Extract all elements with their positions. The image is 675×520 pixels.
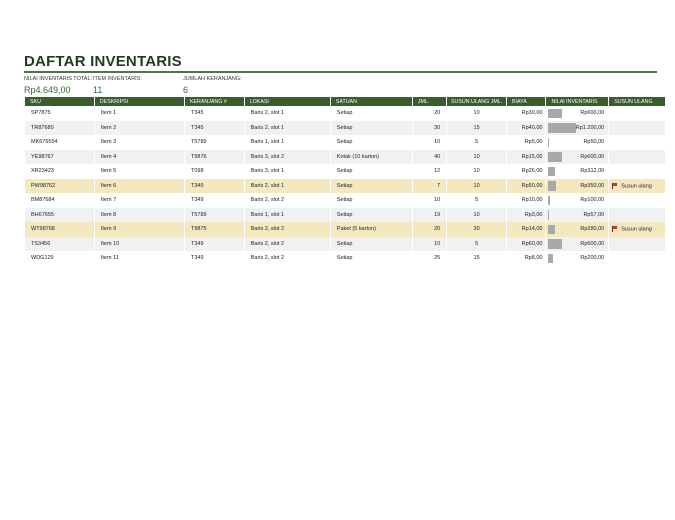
cell-bin[interactable]: T349 (185, 237, 244, 252)
cell-sku[interactable]: WT98768 (25, 222, 94, 237)
cell-unit[interactable]: Setiap (331, 251, 412, 266)
cell-description[interactable]: Item 1 (95, 106, 184, 121)
inventory-value-bar (548, 123, 576, 133)
cell-description[interactable]: Item 3 (95, 135, 184, 150)
cell-sku[interactable]: TS3456 (25, 237, 94, 252)
cell-sku[interactable]: TR87680 (25, 121, 94, 136)
flag-icon (612, 183, 617, 189)
inventory-value-text: Rp280,00 (580, 226, 605, 233)
cell-sku[interactable]: XR23423 (25, 164, 94, 179)
inventory-value-bar (548, 181, 556, 191)
page-title: DAFTAR INVENTARIS (24, 53, 182, 70)
cell-description[interactable]: Item 4 (95, 150, 184, 165)
cell-cost[interactable]: Rp14,00 (507, 222, 545, 237)
cell-inventory-value[interactable] (546, 222, 608, 237)
cell-description[interactable]: Item 2 (95, 121, 184, 136)
reorder-text: Susun ulang (621, 226, 652, 233)
cell-description[interactable]: Item 8 (95, 208, 184, 223)
cell-qty[interactable]: 20 (413, 222, 446, 237)
table-row (25, 150, 665, 165)
cell-cost[interactable]: Rp50,00 (507, 179, 545, 194)
cell-inventory-value[interactable] (546, 251, 608, 266)
table-row (25, 208, 665, 223)
cell-bin[interactable]: T345 (185, 179, 244, 194)
col-header-unit[interactable]: SATUAN (331, 97, 412, 106)
cell-qty[interactable]: 19 (413, 208, 446, 223)
inventory-value-bar (548, 210, 549, 220)
table-row (25, 164, 665, 179)
cell-reorder[interactable] (609, 193, 665, 208)
cell-sku[interactable]: BM87684 (25, 193, 94, 208)
inventory-value-bar (548, 138, 549, 148)
cell-inventory-value[interactable] (546, 193, 608, 208)
cell-reorder-qty[interactable]: 10 (447, 150, 506, 165)
cell-reorder[interactable] (609, 222, 665, 237)
cell-unit[interactable]: Paket (5 karton) (331, 222, 412, 237)
cell-sku[interactable]: YE98767 (25, 150, 94, 165)
table-row (25, 251, 665, 266)
table-header-row (25, 97, 665, 106)
cell-unit[interactable]: Setiap (331, 237, 412, 252)
cell-unit[interactable]: Setiap (331, 106, 412, 121)
summary-items (93, 76, 142, 95)
inventory-value-text: Rp600,00 (580, 240, 605, 247)
col-header-description[interactable]: DESKRIPSI (95, 97, 184, 106)
table-row (25, 237, 665, 252)
cell-location[interactable]: Baris 3, slot 2 (245, 150, 330, 165)
col-header-reorder[interactable]: SUSUN ULANG (609, 97, 665, 106)
cell-location[interactable]: Baris 2, slot 1 (245, 106, 330, 121)
summary-total (24, 76, 92, 95)
cell-inventory-value[interactable] (546, 106, 608, 121)
cell-inventory-value[interactable] (546, 135, 608, 150)
title-divider (24, 71, 657, 73)
cell-qty[interactable]: 7 (413, 179, 446, 194)
cell-description[interactable]: Item 11 (95, 251, 184, 266)
table-row (25, 135, 665, 150)
inventory-value-bar (548, 196, 550, 206)
cell-description[interactable]: Item 10 (95, 237, 184, 252)
inventory-table (24, 97, 666, 266)
cell-bin[interactable]: T5789 (185, 208, 244, 223)
cell-description[interactable]: Item 9 (95, 222, 184, 237)
cell-qty[interactable]: 30 (413, 121, 446, 136)
cell-reorder-qty[interactable]: 10 (447, 164, 506, 179)
cell-qty[interactable]: 10 (413, 193, 446, 208)
summary-bins (183, 76, 242, 95)
inventory-value-text: Rp100,00 (580, 197, 605, 204)
cell-location[interactable]: Baris 2, slot 1 (245, 179, 330, 194)
cell-sku[interactable]: BH67655 (25, 208, 94, 223)
cell-cost[interactable]: Rp40,00 (507, 121, 545, 136)
cell-bin[interactable]: T345 (185, 121, 244, 136)
cell-bin[interactable]: T098 (185, 164, 244, 179)
cell-reorder-qty[interactable]: 15 (447, 251, 506, 266)
table-row (25, 121, 665, 136)
cell-reorder-qty[interactable]: 30 (447, 222, 506, 237)
cell-inventory-value[interactable] (546, 121, 608, 136)
inventory-value-bar (548, 109, 562, 119)
inventory-value-text: Rp312,00 (580, 168, 605, 175)
cell-sku[interactable]: WDG129 (25, 251, 94, 266)
cell-cost[interactable]: Rp15,00 (507, 150, 545, 165)
reorder-text: Susun ulang (621, 182, 652, 189)
cell-bin[interactable]: T349 (185, 193, 244, 208)
cell-qty[interactable]: 40 (413, 150, 446, 165)
cell-inventory-value[interactable] (546, 150, 608, 165)
summary-bins-value[interactable]: 6 (183, 85, 189, 95)
cell-reorder[interactable] (609, 150, 665, 165)
cell-bin[interactable]: T9875 (185, 222, 244, 237)
cell-inventory-value[interactable] (546, 237, 608, 252)
cell-unit[interactable]: Kotak (10 karton) (331, 150, 412, 165)
cell-cost[interactable]: Rp3,00 (507, 208, 545, 223)
cell-reorder[interactable] (609, 237, 665, 252)
inventory-value-text: Rp57,00 (583, 211, 605, 218)
inventory-value-bar (548, 152, 562, 162)
summary-items-label: ITEM INVENTARIS: (93, 76, 142, 82)
cell-reorder[interactable] (609, 164, 665, 179)
cell-qty[interactable]: 10 (413, 135, 446, 150)
cell-reorder[interactable] (609, 179, 665, 194)
cell-unit[interactable]: Setiap (331, 135, 412, 150)
inventory-value-text: Rp50,00 (583, 139, 605, 146)
cell-inventory-value[interactable] (546, 208, 608, 223)
cell-reorder-qty[interactable]: 10 (447, 179, 506, 194)
inventory-value-text: Rp350,00 (580, 182, 605, 189)
cell-bin[interactable]: T345 (185, 106, 244, 121)
cell-location[interactable]: Baris 2, slot 2 (245, 193, 330, 208)
cell-cost[interactable]: Rp30,00 (507, 106, 545, 121)
cell-reorder-qty[interactable]: 5 (447, 193, 506, 208)
cell-unit[interactable]: Setiap (331, 193, 412, 208)
cell-reorder[interactable] (609, 121, 665, 136)
inventory-value-text: Rp600,00 (580, 110, 605, 117)
summary-total-value[interactable]: Rp4.649,00 (24, 85, 71, 95)
cell-reorder-qty[interactable]: 10 (447, 208, 506, 223)
col-header-inventory-value[interactable]: NILAI INVENTARIS (546, 97, 608, 106)
cell-cost[interactable]: Rp10,00 (507, 193, 545, 208)
table-row (25, 222, 665, 237)
cell-unit[interactable]: Setiap (331, 121, 412, 136)
inventory-value-bar (548, 225, 555, 235)
cell-reorder-qty[interactable]: 15 (447, 121, 506, 136)
inventory-value-bar (548, 167, 555, 177)
cell-inventory-value[interactable] (546, 179, 608, 194)
cell-sku[interactable]: MK676554 (25, 135, 94, 150)
cell-cost[interactable]: Rp60,00 (507, 237, 545, 252)
inventory-value-text: Rp200,00 (580, 255, 605, 262)
cell-unit[interactable]: Setiap (331, 208, 412, 223)
inventory-value-text: Rp1.200,00 (575, 124, 605, 131)
cell-sku[interactable]: PW98762 (25, 179, 94, 194)
cell-bin[interactable]: T349 (185, 251, 244, 266)
cell-reorder[interactable] (609, 135, 665, 150)
cell-qty[interactable]: 25 (413, 251, 446, 266)
summary-items-value[interactable]: 11 (93, 85, 103, 95)
cell-location[interactable]: Baris 1, slot 1 (245, 208, 330, 223)
cell-qty[interactable]: 20 (413, 106, 446, 121)
inventory-value-bar (548, 254, 553, 264)
table-row (25, 179, 665, 194)
cell-description[interactable]: Item 6 (95, 179, 184, 194)
cell-inventory-value[interactable] (546, 164, 608, 179)
summary-total-label: NILAI INVENTARIS TOTAL: (24, 76, 93, 82)
cell-location[interactable]: Baris 2, slot 2 (245, 222, 330, 237)
cell-location[interactable]: Baris 3, slot 1 (245, 164, 330, 179)
cell-reorder[interactable] (609, 106, 665, 121)
cell-location[interactable]: Baris 2, slot 2 (245, 251, 330, 266)
cell-location[interactable]: Baris 2, slot 1 (245, 121, 330, 136)
cell-location[interactable]: Baris 2, slot 2 (245, 237, 330, 252)
cell-description[interactable]: Item 5 (95, 164, 184, 179)
cell-qty[interactable]: 10 (413, 237, 446, 252)
cell-description[interactable]: Item 7 (95, 193, 184, 208)
col-header-reorder-qty[interactable]: SUSUN ULANG JML. (447, 97, 506, 106)
cell-reorder-qty[interactable]: 5 (447, 237, 506, 252)
table-row (25, 106, 665, 121)
flag-icon (612, 226, 617, 232)
col-header-sku[interactable]: SKU (25, 97, 94, 106)
inventory-value-text: Rp600,00 (580, 153, 605, 160)
cell-location[interactable]: Baris 1, slot 1 (245, 135, 330, 150)
cell-reorder[interactable] (609, 251, 665, 266)
cell-unit[interactable]: Setiap (331, 179, 412, 194)
cell-bin[interactable]: T5789 (185, 135, 244, 150)
cell-bin[interactable]: T9876 (185, 150, 244, 165)
col-header-location[interactable]: LOKASI (245, 97, 330, 106)
cell-qty[interactable]: 12 (413, 164, 446, 179)
col-header-bin[interactable]: KERANJANG # (185, 97, 244, 106)
col-header-cost[interactable]: BIAYA (507, 97, 545, 106)
cell-reorder-qty[interactable]: 5 (447, 135, 506, 150)
col-header-qty[interactable]: JML. (413, 97, 446, 106)
inventory-value-bar (548, 239, 562, 249)
cell-reorder-qty[interactable]: 10 (447, 106, 506, 121)
cell-unit[interactable]: Setiap (331, 164, 412, 179)
cell-cost[interactable]: Rp26,00 (507, 164, 545, 179)
table-row (25, 193, 665, 208)
cell-reorder[interactable] (609, 208, 665, 223)
summary-bins-label: JUMLAH KERANJANG: (183, 76, 242, 82)
cell-cost[interactable]: Rp5,00 (507, 135, 545, 150)
cell-sku[interactable]: SP7875 (25, 106, 94, 121)
cell-cost[interactable]: Rp8,00 (507, 251, 545, 266)
